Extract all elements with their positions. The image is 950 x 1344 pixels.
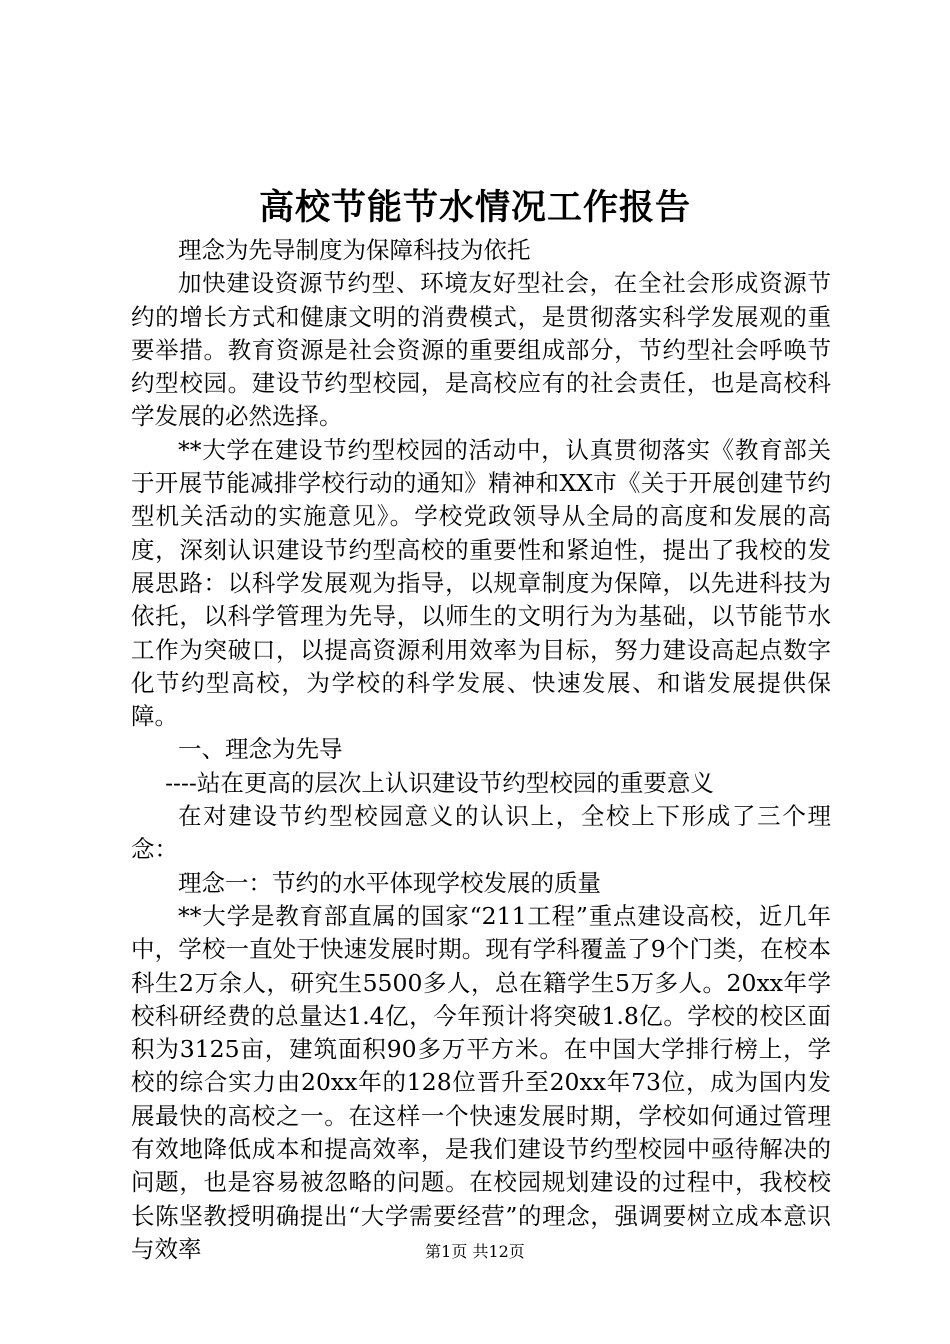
- document-title: 高校节能节水情况工作报告: [258, 187, 691, 228]
- paragraph-subtitle: 理念为先导制度为保障科技为依托: [178, 236, 531, 264]
- paragraph-three-concepts: 在对建设节约型校园意义的认识上，全校上下形成了三个理念：: [131, 802, 831, 864]
- paragraph-development-approach: **大学在建设节约型校园的活动中，认真贯彻落实《教育部关于开展节能减排学校行动的通知》精神和XX市《关于开展创建节约型机关活动的实施意见》。学校党政领导从全局的高度和发展的高度，深刻认识建设节约型高校的重要性和紧迫性，提出了我校的发展思路：以科学发展观为指导，以规章制度为保障，以先进科技为依托，以科学管理为先导，以师生的文明行为为基础，以节能节水工作为突破口，以提高资源利用效率为目标，努力建设高起点数字化节约型高校，为学校的科学发展、快速发展、和谐发展提供保障。: [131, 435, 831, 731]
- section-heading-1: 一、理念为先导: [178, 735, 343, 764]
- paragraph-intro: 加快建设资源节约型、环境友好型社会，在全社会形成资源节约的增长方式和健康文明的消费模式，是贯彻落实科学发展观的重要举措。教育资源是社会资源的重要组成部分，节约型社会呼唤节约型校园。建设节约型校园，是高校应有的社会责任，也是高校科学发展的必然选择。: [131, 269, 831, 431]
- paragraph-university-overview: **大学是教育部直属的国家“211工程”重点建设高校，近几年中，学校一直处于快速发展时期。现有学科覆盖了9个门类，在校本科生2万余人，研究生5500多人，总在籍学生5万多人。20xx年学校科研经费的总量达1.4亿，今年预计将突破1.8亿。学校的校区面积为3125亩，建筑面积90多万平方米。在中国大学排行榜上，学校的综合实力由20xx年的128位晋升至20xx年73位，成为国内发展最快的高校之一。在这样一个快速发展时期，学校如何通过管理有效地降低成本和提高效率，是我们建设节约型校园中亟待解决的问题，也是容易被忽略的问题。在校园规划建设的过程中，我校校长陈坚教授明确提出“大学需要经营”的理念，强调要树立成本意识与效率: [131, 901, 831, 1263]
- section-subheading-1: ----站在更高的层次上认识建设节约型校园的重要意义: [165, 768, 714, 797]
- document-body: [131, 234, 831, 1266]
- concept-heading-1: 理念一：节约的水平体现学校发展的质量: [178, 868, 601, 897]
- page-number-footer: 第1页 共12页: [425, 1242, 525, 1261]
